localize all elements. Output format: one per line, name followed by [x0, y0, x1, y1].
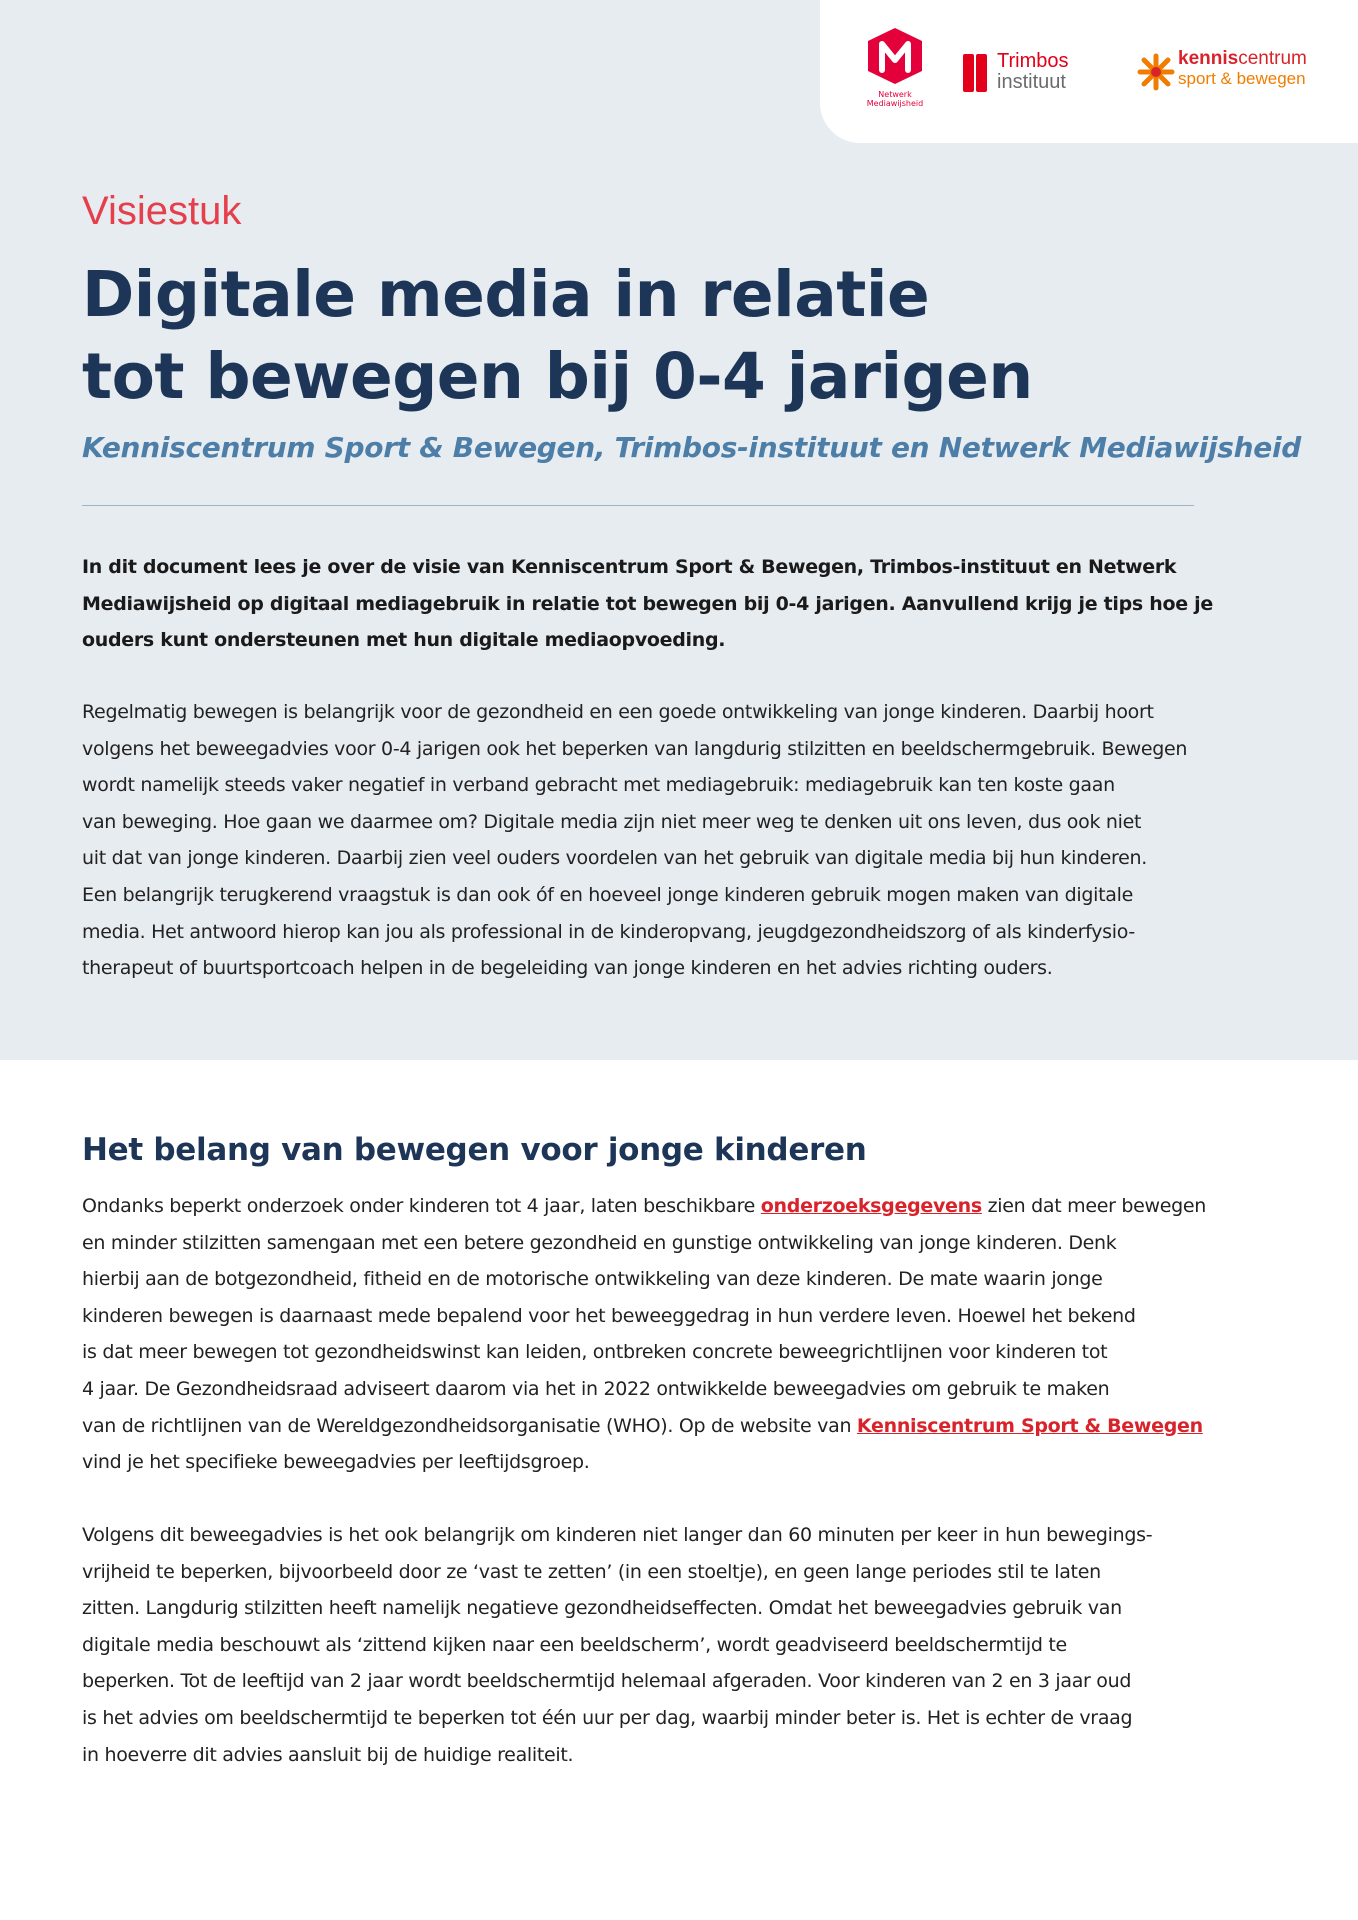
trimbos-bar-icon	[976, 54, 987, 92]
section-paragraph	[82, 1188, 1222, 1481]
text-line	[82, 1188, 1222, 1225]
text-line: en minder stilzitten samengaan met een betere gezondheid en gunstige ontwikkeling van jonge kinderen. Denk	[82, 1231, 1117, 1254]
text-line: zitten. Langdurig stilzitten heeft namelijk negatieve gezondheidseffecten. Omdat het beweegadvies gebruik van	[82, 1597, 1122, 1620]
trimbos-logo-sub: instituut	[997, 71, 1066, 93]
kenniscentrum-logo-name: kenniscentrum	[1178, 48, 1307, 69]
text-line: vrijheid te beperken, bijvoorbeeld door ze ‘vast te zetten’ (in een stoeltje), en geen lange periodes stil te laten	[82, 1560, 1101, 1583]
trimbos-logo[interactable]	[963, 52, 1113, 96]
text-line: media. Het antwoord hierop kan jou als professional in de kinderopvang, jeugdgezondheidszorg of als kinderfysio-	[82, 920, 1135, 943]
text-line: Regelmatig bewegen is belangrijk voor de gezondheid en een goede ontwikkeling van jonge kinderen. Daarbij hoort	[82, 701, 1154, 723]
text-line: is het advies om beeldschermtijd te beperken tot één uur per dag, waarbij minder beter is. Het is echter de vraag	[82, 1706, 1133, 1729]
page-subtitle: Kenniscentrum Sport & Bewegen, Trimbos-instituut en Netwerk Mediawijsheid	[82, 431, 1301, 464]
trimbos-bar-icon	[963, 54, 974, 92]
kenniscentrum-star-icon	[1136, 52, 1176, 92]
text-line: van beweging. Hoe gaan we daarmee om? Digitale media zijn niet meer weg te denken uit ons leven, dus ook niet	[82, 810, 1142, 833]
text-line: kinderen bewegen is daarnaast mede bepalend voor het beweeggedrag in hun verdere leven. Hoewel het bekend	[82, 1304, 1136, 1327]
netwerk-mediawijsheid-logo-text: Netwerk Mediawijsheid	[866, 90, 924, 108]
text-line	[82, 1408, 1222, 1445]
text-fragment: van de richtlijnen van de Wereldgezondheidsorganisatie (WHO). Op de website van	[82, 1414, 857, 1437]
text-fragment: zien dat meer bewegen	[981, 1195, 1207, 1217]
document-type-label: Visiestuk	[82, 189, 242, 233]
kenniscentrum-sport-bewegen-link[interactable]: Kenniscentrum Sport & Bewegen	[856, 1414, 1203, 1437]
text-line: In dit document lees je over de visie van Kenniscentrum Sport & Bewegen, Trimbos-instituut en Netwerk	[82, 556, 1177, 578]
onderzoeksgegevens-link[interactable]: onderzoeksgegevens	[760, 1195, 982, 1217]
text-line: therapeut of buurtsportcoach helpen in de begeleiding van jonge kinderen en het advies richting ouders.	[82, 957, 1053, 980]
trimbos-logo-name: Trimbos	[997, 50, 1069, 72]
text-line: Volgens dit beweegadvies is het ook belangrijk om kinderen niet langer dan 60 minuten per keer in hun bewegings-	[82, 1524, 1153, 1546]
text-line: 4 jaar. De Gezondheidsraad adviseert daarom via het in 2022 ontwikkelde beweegadvies om gebruik te maken	[82, 1377, 1110, 1400]
page-title	[82, 254, 1222, 418]
mediawijsheid-m-icon	[862, 26, 928, 90]
text-line: vind je het specifieke beweegadvies per leeftijdsgroep.	[82, 1451, 590, 1474]
text-line: ouders kunt ondersteunen met hun digitale mediaopvoeding.	[82, 629, 726, 652]
intro-paragraph	[82, 694, 1222, 987]
text-line: Mediawijsheid op digitaal mediagebruik in relatie tot bewegen bij 0-4 jarigen. Aanvullend krijg je tips hoe je	[82, 592, 1213, 615]
title-divider	[82, 505, 1194, 506]
text-line: hierbij aan de botgezondheid, fitheid en de motorische ontwikkeling van deze kinderen. De mate waarin jonge	[82, 1268, 1103, 1291]
kenniscentrum-logo[interactable]	[1136, 48, 1336, 98]
netwerk-mediawijsheid-logo[interactable]	[862, 26, 928, 118]
text-line: Een belangrijk terugkerend vraagstuk is dan ook óf en hoeveel jonge kinderen gebruik mogen maken van digitale	[82, 883, 1133, 906]
text-line: volgens het beweegadvies voor 0-4 jarigen ook het beperken van langdurig stilzitten en beeldschermgebruik. Bewegen	[82, 737, 1188, 760]
text-line: beperken. Tot de leeftijd van 2 jaar wordt beeldschermtijd helemaal afgeraden. Voor kinderen van 2 en 3 jaar oud	[82, 1670, 1132, 1693]
text-line: digitale media beschouwt als ‘zittend kijken naar een beeldscherm’, wordt geadviseerd beeldschermtijd te	[82, 1633, 1067, 1656]
text-line: wordt namelijk steeds vaker negatief in verband gebracht met mediagebruik: mediagebruik kan ten koste gaan	[82, 774, 1115, 797]
text-line: is dat meer bewegen tot gezondheidswinst kan leiden, ontbreken concrete beweegrichtlijnen voor kinderen tot	[82, 1341, 1108, 1364]
page-title-line: Digitale media in relatie	[82, 258, 930, 331]
kenniscentrum-logo-sub: sport & bewegen	[1178, 69, 1306, 88]
section-heading: Het belang van bewegen voor jonge kinderen	[82, 1132, 867, 1168]
text-line: uit dat van jonge kinderen. Daarbij zien veel ouders voordelen van het gebruik van digitale media bij hun kinderen.	[82, 847, 1147, 870]
section-paragraph	[82, 1517, 1222, 1773]
text-line: in hoeverre dit advies aansluit bij de huidige realiteit.	[82, 1743, 574, 1766]
intro-summary	[82, 549, 1222, 659]
text-fragment: Ondanks beperkt onderzoek onder kinderen tot 4 jaar, laten beschikbare	[82, 1195, 761, 1217]
page-title-line: tot bewegen bij 0-4 jarigen	[82, 340, 1033, 413]
